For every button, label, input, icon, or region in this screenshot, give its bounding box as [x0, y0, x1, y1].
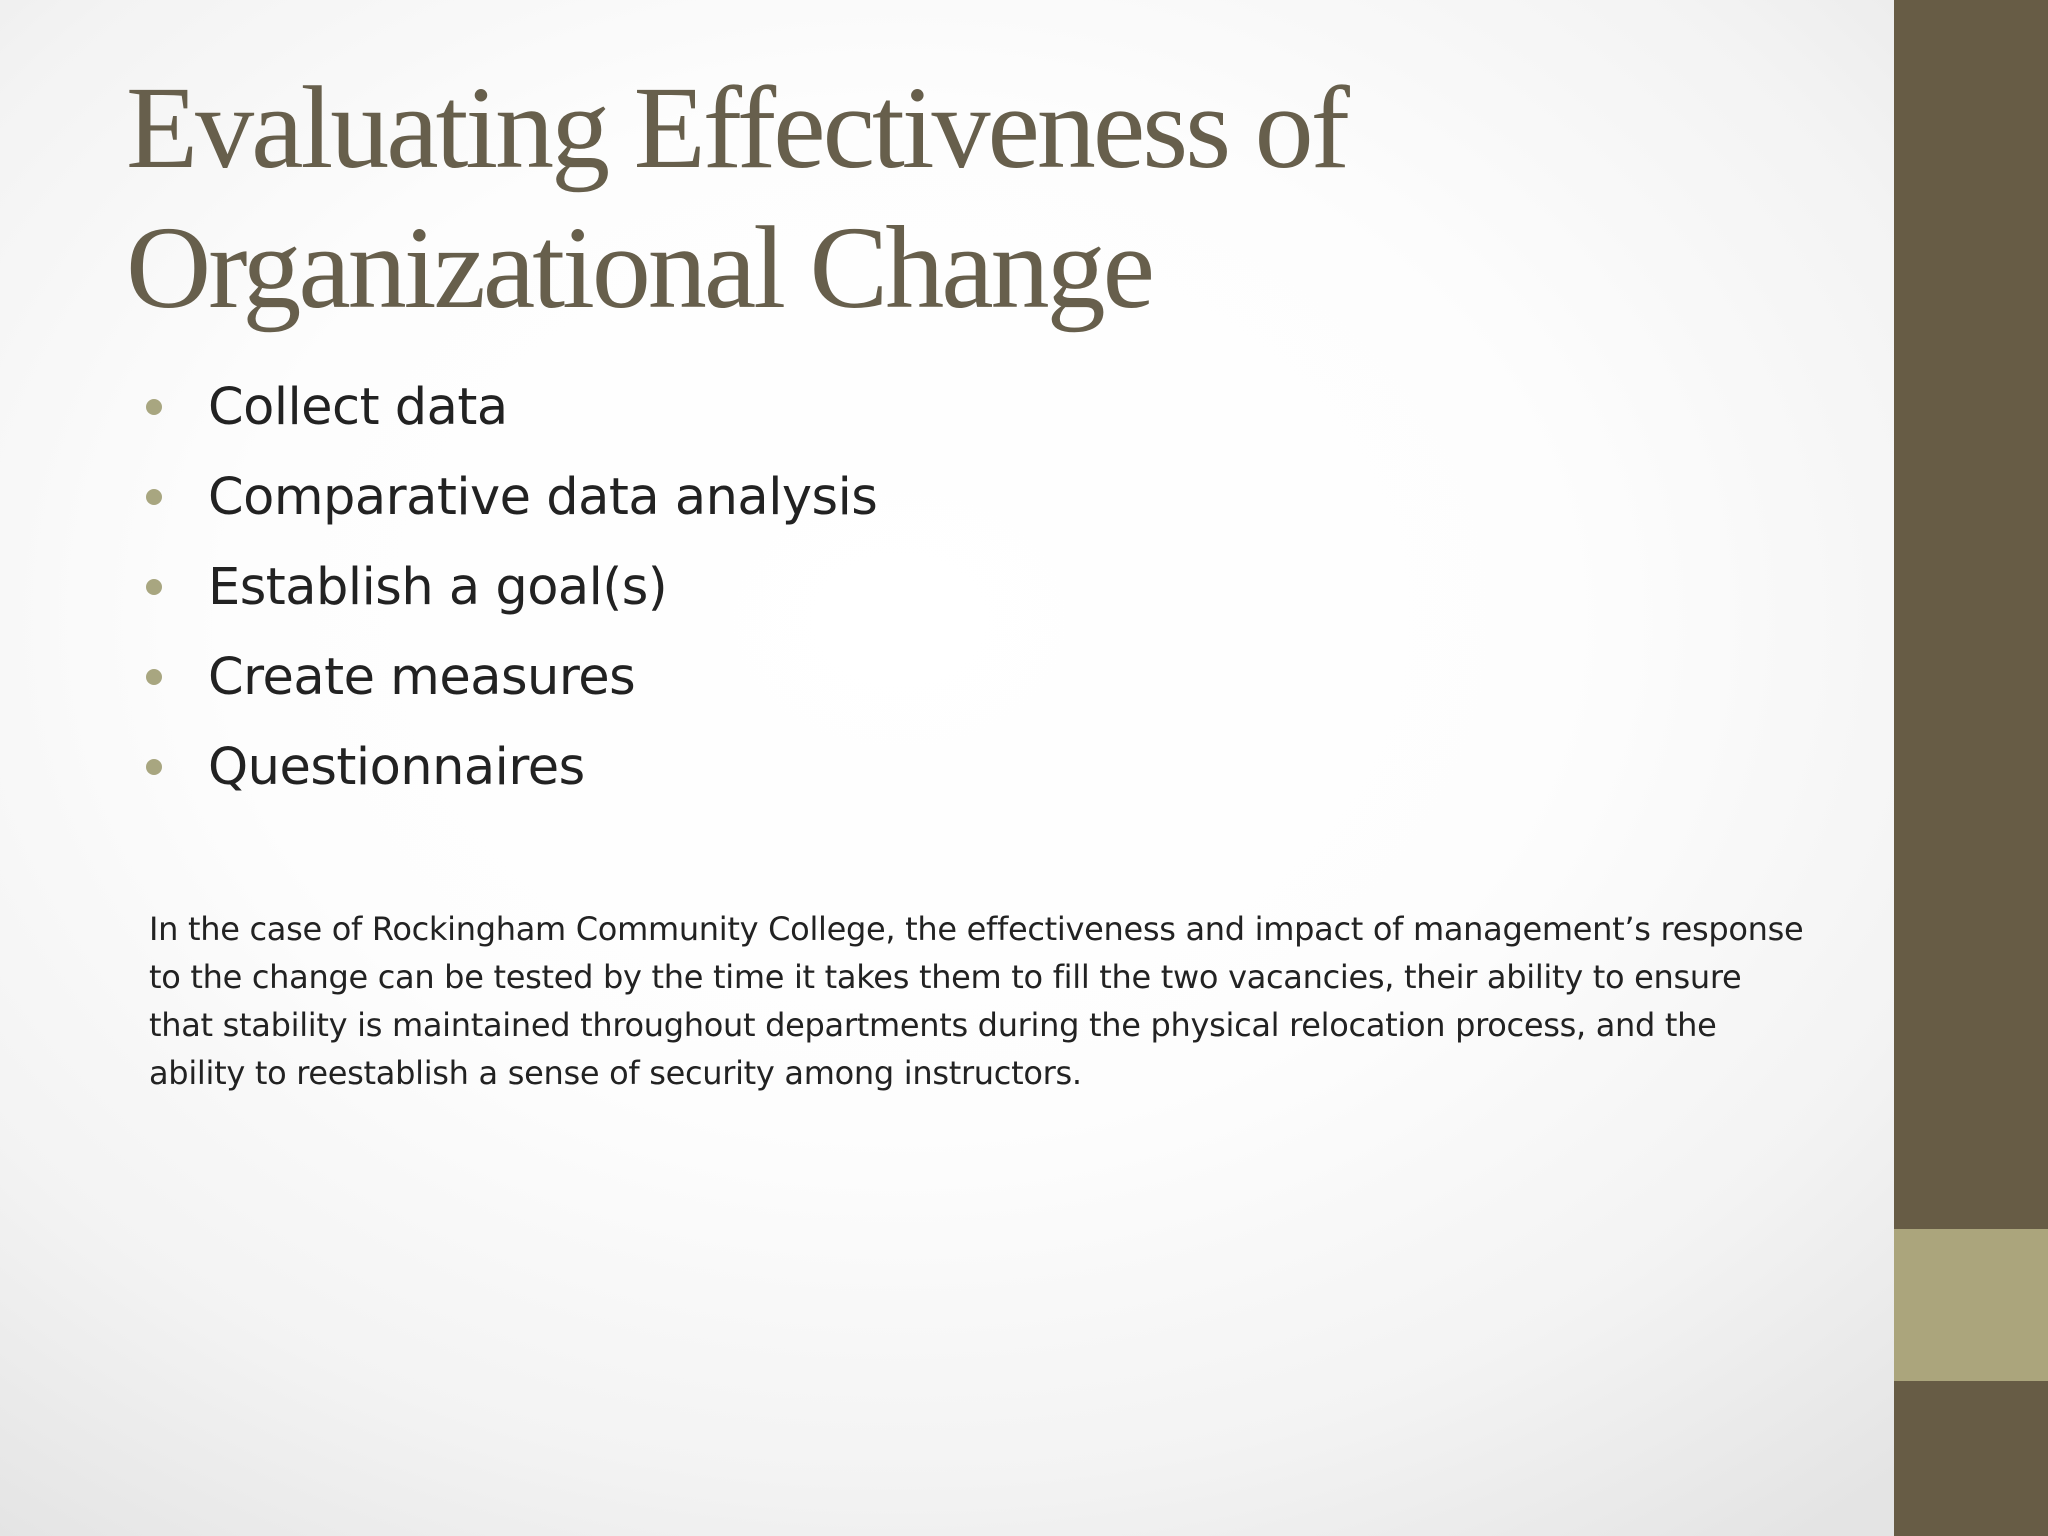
- bullet-text: Establish a goal(s): [208, 557, 668, 617]
- bullet-list: [146, 362, 877, 812]
- slide-title: [126, 58, 1826, 338]
- bullet-item: [146, 722, 877, 812]
- side-bar-band-bottom: [1894, 1381, 2048, 1536]
- side-bar-band-top: [1894, 0, 2048, 1229]
- bullet-item: [146, 542, 877, 632]
- bullet-dot-icon: [146, 399, 162, 415]
- bullet-item: [146, 362, 877, 452]
- side-bar-band-accent: [1894, 1229, 2048, 1381]
- bullet-item: [146, 452, 877, 542]
- bullet-item: [146, 632, 877, 722]
- bullet-dot-icon: [146, 669, 162, 685]
- decorative-side-bar: [1894, 0, 2048, 1536]
- body-paragraph: In the case of Rockingham Community College, the effectiveness and impact of management’s response to the change can be tested by the time it takes them to fill the two vacancies, their ability to ensure that stability is maintained throughout departments during the physical relocation process, and the ability to reestablish a sense of security among instructors.: [149, 910, 1804, 1092]
- bullet-dot-icon: [146, 579, 162, 595]
- slide-title-line-1: Evaluating Effectiveness of: [126, 62, 1347, 193]
- bullet-dot-icon: [146, 489, 162, 505]
- bullet-text: Comparative data analysis: [208, 467, 878, 527]
- bullet-text: Collect data: [208, 377, 508, 437]
- bullet-dot-icon: [146, 759, 162, 775]
- bullet-text: Create measures: [208, 647, 636, 707]
- slide-title-line-2: Organizational Change: [126, 202, 1152, 333]
- bullet-text: Questionnaires: [208, 737, 585, 797]
